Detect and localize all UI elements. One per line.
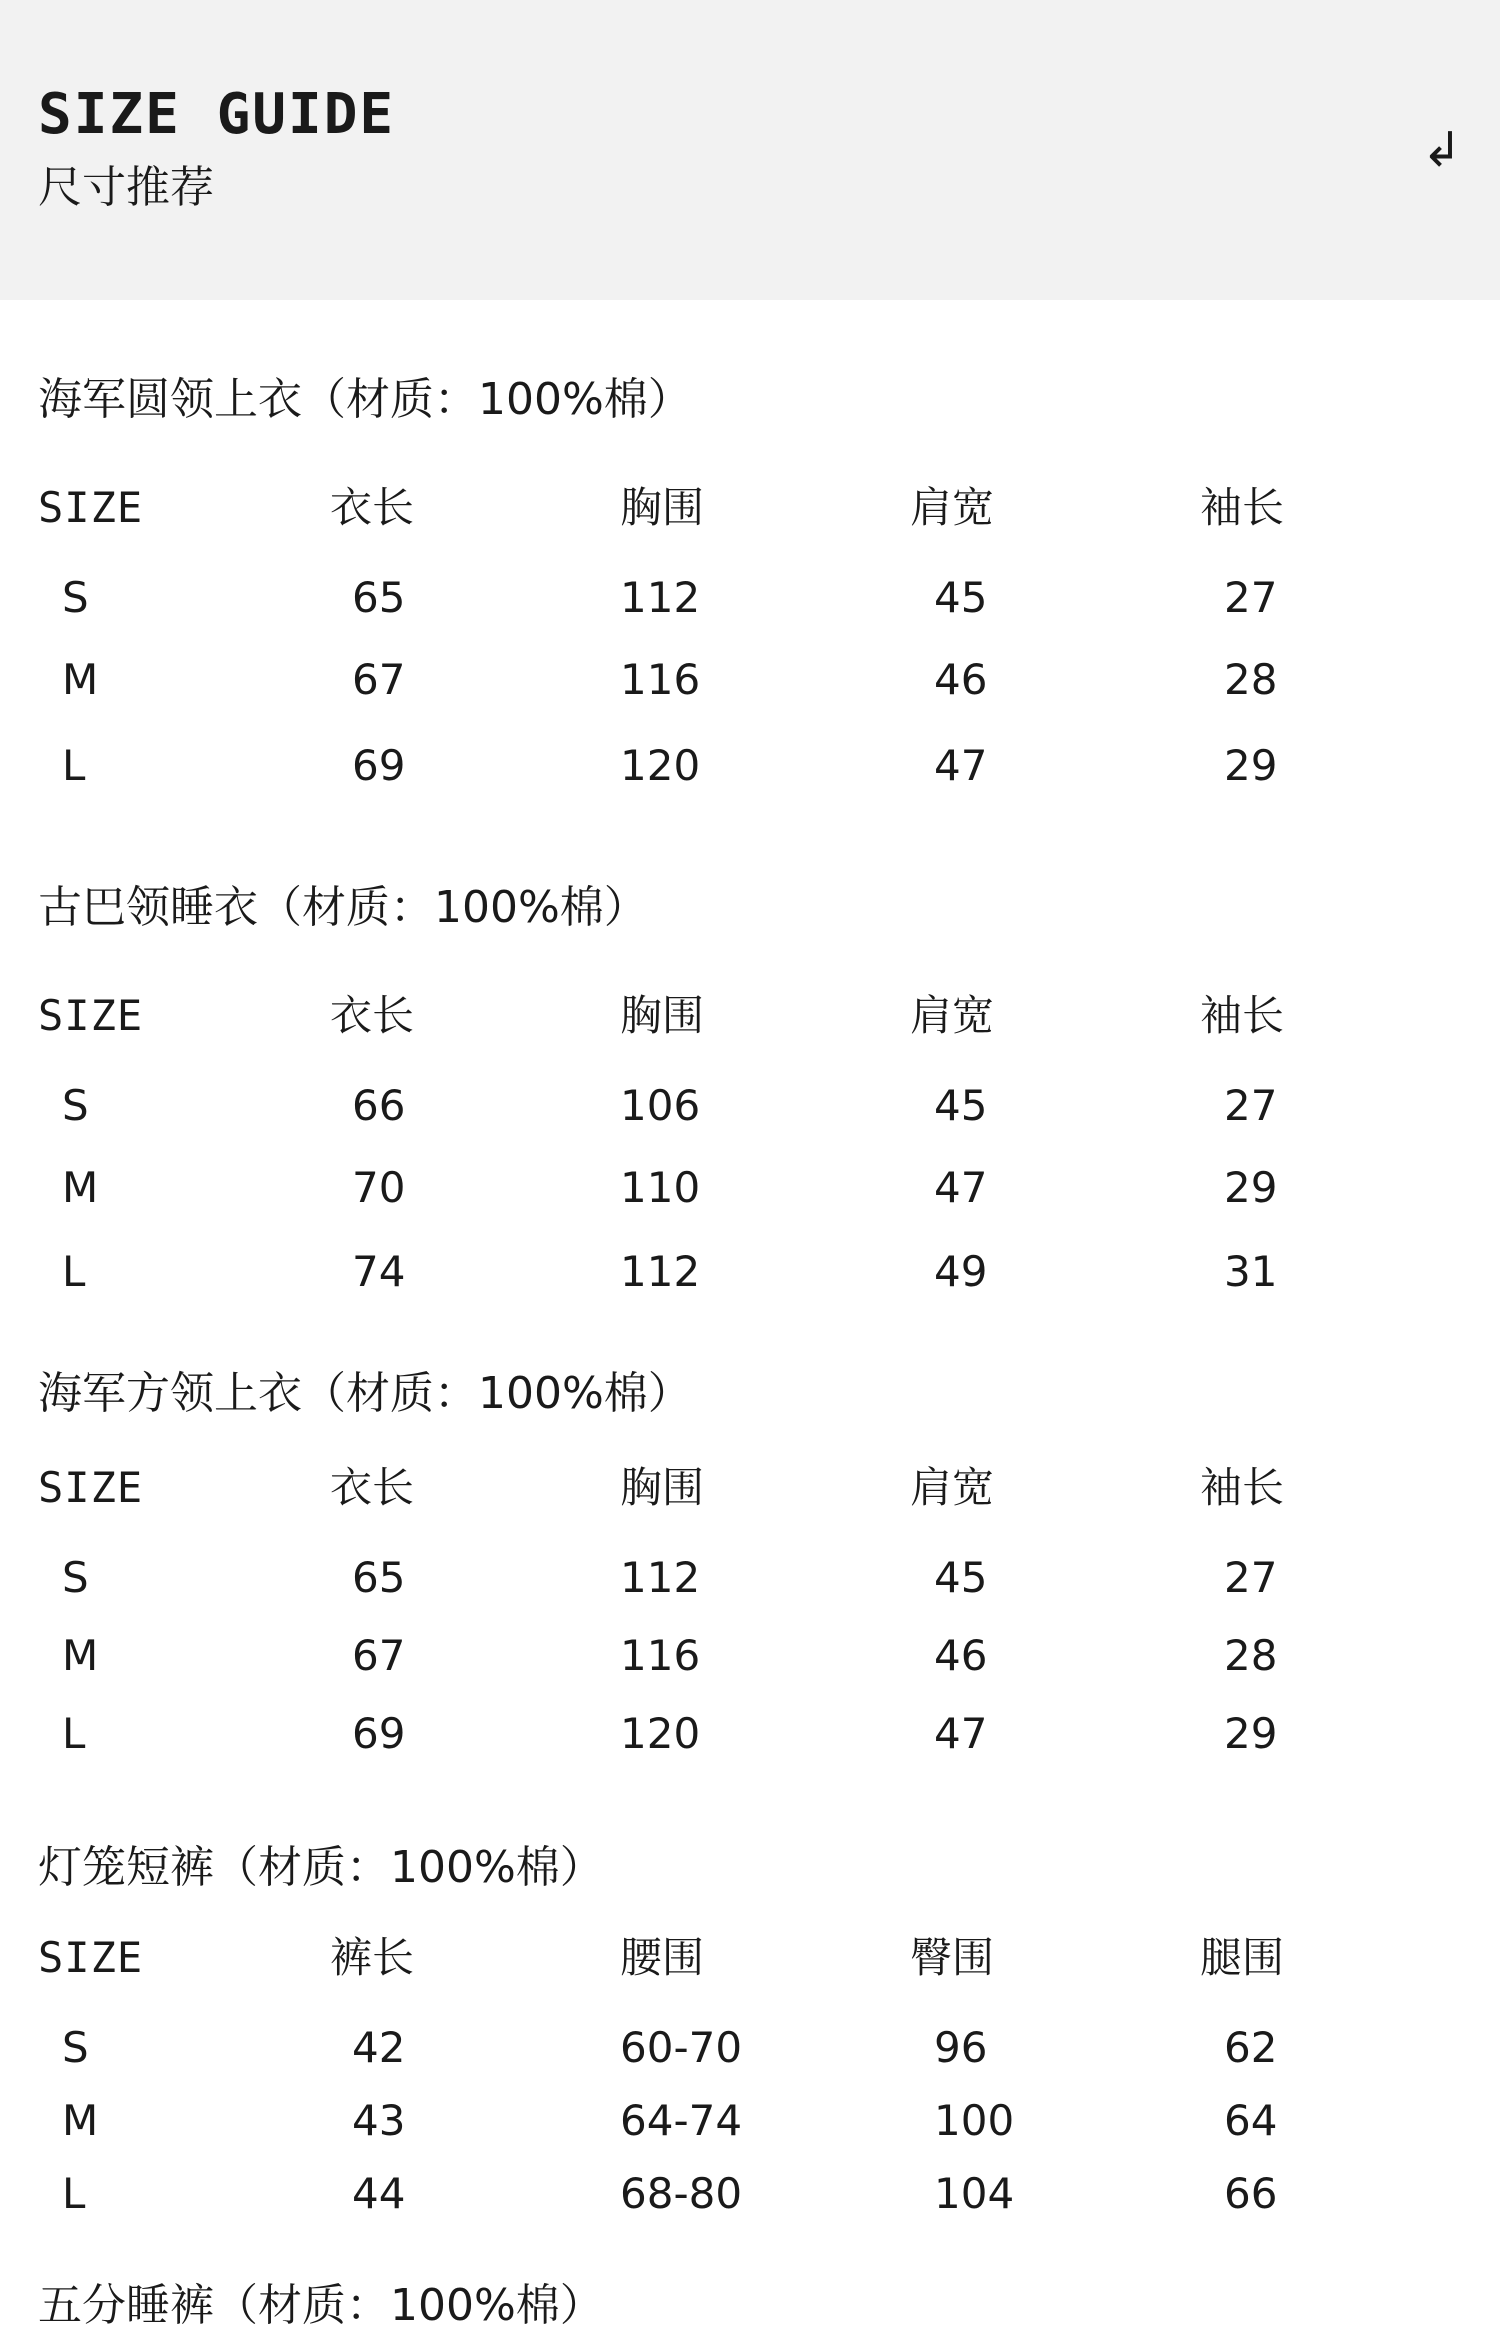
table-cell: 62 — [1224, 2023, 1278, 2072]
table-cell: M — [62, 1163, 99, 1212]
table-cell: 28 — [1224, 655, 1278, 704]
column-header: 胸围 — [620, 483, 705, 532]
table-cell: 70 — [352, 1163, 406, 1212]
table-cell: 74 — [352, 1247, 406, 1296]
table-cell: 44 — [352, 2169, 406, 2218]
table-cell: L — [62, 741, 86, 790]
column-header: 腰围 — [620, 1933, 705, 1982]
section-title: 五分睡裤（材质：100%棉） — [38, 2280, 604, 2331]
table-cell: 46 — [934, 1631, 988, 1680]
table-cell: 27 — [1224, 1553, 1278, 1602]
column-header: 裤长 — [330, 1933, 415, 1982]
table-cell: 68-80 — [620, 2169, 743, 2218]
column-header: 肩宽 — [910, 1463, 995, 1512]
table-cell: 66 — [1224, 2169, 1278, 2218]
column-header: 袖长 — [1200, 1463, 1285, 1512]
column-header: 胸围 — [620, 991, 705, 1040]
table-row — [0, 648, 1500, 712]
table-cell: 65 — [352, 1553, 406, 1602]
return-icon[interactable]: ↲ — [1421, 122, 1463, 178]
table-cell: S — [62, 1081, 89, 1130]
table-cell: 47 — [934, 741, 988, 790]
column-header: SIZE — [38, 483, 144, 532]
table-cell: 120 — [620, 1709, 701, 1758]
table-cell: 64 — [1224, 2096, 1278, 2145]
table-row — [0, 2162, 1500, 2226]
table-cell: L — [62, 1709, 86, 1758]
table-cell: 43 — [352, 2096, 406, 2145]
table-cell: 120 — [620, 741, 701, 790]
table-cell: S — [62, 1553, 89, 1602]
table-cell: S — [62, 2023, 89, 2072]
table-cell: 45 — [934, 573, 988, 622]
page-subtitle: 尺寸推荐 — [38, 162, 214, 213]
table-cell: 116 — [620, 655, 701, 704]
column-header: 衣长 — [330, 1463, 415, 1512]
table-cell: M — [62, 655, 99, 704]
table-cell: 66 — [352, 1081, 406, 1130]
table-cell: 69 — [352, 741, 406, 790]
column-header: 衣长 — [330, 991, 415, 1040]
section-title: 海军圆领上衣（材质：100%棉） — [38, 374, 692, 425]
table-cell: L — [62, 1247, 86, 1296]
table-row — [0, 2089, 1500, 2153]
table-cell: 31 — [1224, 1247, 1278, 1296]
table-header-row — [0, 984, 1500, 1048]
table-cell: 65 — [352, 573, 406, 622]
table-cell: 47 — [934, 1163, 988, 1212]
column-header: 肩宽 — [910, 991, 995, 1040]
table-row — [0, 2016, 1500, 2080]
table-cell: 49 — [934, 1247, 988, 1296]
section-title: 灯笼短裤（材质：100%棉） — [38, 1842, 604, 1893]
table-cell: 110 — [620, 1163, 701, 1212]
table-cell: 29 — [1224, 741, 1278, 790]
table-cell: 67 — [352, 655, 406, 704]
column-header: 腿围 — [1200, 1933, 1285, 1982]
table-cell: 45 — [934, 1553, 988, 1602]
column-header: 胸围 — [620, 1463, 705, 1512]
section-title: 古巴领睡衣（材质：100%棉） — [38, 882, 648, 933]
table-cell: 96 — [934, 2023, 988, 2072]
table-cell: 29 — [1224, 1709, 1278, 1758]
table-row — [0, 566, 1500, 630]
table-cell: 42 — [352, 2023, 406, 2072]
column-header: 肩宽 — [910, 483, 995, 532]
table-cell: 28 — [1224, 1631, 1278, 1680]
table-cell: S — [62, 573, 89, 622]
table-cell: 29 — [1224, 1163, 1278, 1212]
table-header-row — [0, 1926, 1500, 1990]
table-cell: 47 — [934, 1709, 988, 1758]
table-cell: 45 — [934, 1081, 988, 1130]
table-cell: 69 — [352, 1709, 406, 1758]
table-row — [0, 1702, 1500, 1766]
table-cell: 27 — [1224, 573, 1278, 622]
table-row — [0, 1624, 1500, 1688]
table-cell: M — [62, 2096, 99, 2145]
column-header: 衣长 — [330, 483, 415, 532]
page-header — [0, 0, 1500, 300]
page-title: SIZE GUIDE — [38, 82, 396, 147]
table-cell: 112 — [620, 1553, 701, 1602]
table-cell: 106 — [620, 1081, 701, 1130]
table-row — [0, 1074, 1500, 1138]
table-cell: 64-74 — [620, 2096, 743, 2145]
column-header: 臀围 — [910, 1933, 995, 1982]
section-title: 海军方领上衣（材质：100%棉） — [38, 1368, 692, 1419]
table-cell: 46 — [934, 655, 988, 704]
table-row — [0, 734, 1500, 798]
table-cell: 100 — [934, 2096, 1015, 2145]
column-header: SIZE — [38, 1463, 144, 1512]
table-header-row — [0, 1456, 1500, 1520]
table-cell: 112 — [620, 1247, 701, 1296]
table-cell: 27 — [1224, 1081, 1278, 1130]
column-header: SIZE — [38, 1933, 144, 1982]
table-cell: L — [62, 2169, 86, 2218]
table-cell: 67 — [352, 1631, 406, 1680]
table-cell: 60-70 — [620, 2023, 743, 2072]
column-header: 袖长 — [1200, 991, 1285, 1040]
table-cell: M — [62, 1631, 99, 1680]
table-row — [0, 1156, 1500, 1220]
table-cell: 104 — [934, 2169, 1015, 2218]
column-header: 袖长 — [1200, 483, 1285, 532]
table-cell: 112 — [620, 573, 701, 622]
table-row — [0, 1546, 1500, 1610]
table-cell: 116 — [620, 1631, 701, 1680]
table-header-row — [0, 476, 1500, 540]
column-header: SIZE — [38, 991, 144, 1040]
table-row — [0, 1240, 1500, 1304]
